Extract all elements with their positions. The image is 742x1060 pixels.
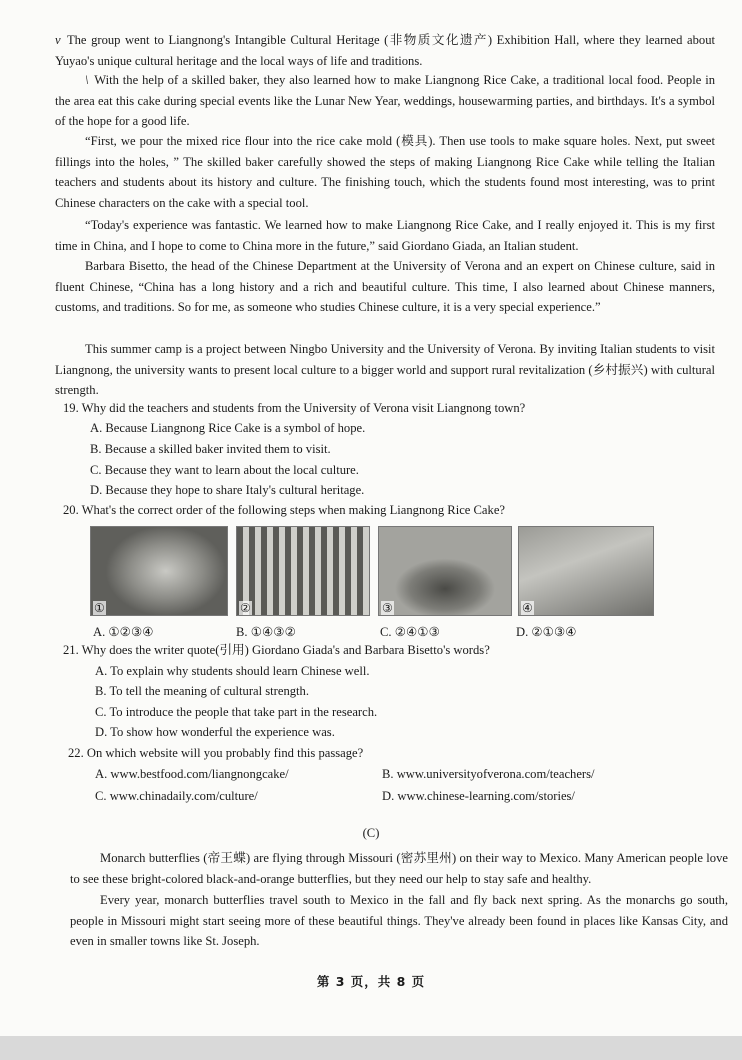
scan-bottom-margin bbox=[0, 1036, 742, 1060]
handwritten-mark: v bbox=[55, 33, 61, 47]
q21-option-c: C. To introduce the people that take part in the research. bbox=[95, 705, 378, 719]
q20-option-c: C. ②④①③ bbox=[380, 625, 440, 639]
q21-option-a: A. To explain why students should learn Chinese well. bbox=[95, 664, 370, 678]
q19-option-a: A. Because Liangnong Rice Cake is a symbol of hope. bbox=[90, 421, 366, 435]
handwritten-mark: \ bbox=[85, 73, 89, 87]
passage-paragraph: “First, we pour the mixed rice flour into the rice cake mold (模具). Then use tools to make square holes. Next, put sweet fillings into the holes, ” The skilled baker carefully showed the steps of making Liangnong Rice Cake while telling the Italian teachers and students about its history and culture. The finishing touch, which the students found most interesting, was to print Chinese characters on the cake with a special tool. bbox=[55, 134, 715, 210]
question-20-stem: 20. What's the correct order of the following steps when making Liangnong Rice Cake? bbox=[63, 503, 505, 517]
q19-option-d: D. Because they hope to share Italy's cultural heritage. bbox=[90, 483, 365, 497]
step-photo-2: ② bbox=[236, 526, 370, 616]
q22-option-a: A. www.bestfood.com/liangnongcake/ bbox=[95, 767, 289, 781]
page-number: 第 3 页，共 8 页 bbox=[316, 974, 426, 989]
q20-option-a: A. ①②③④ bbox=[93, 625, 154, 639]
step-photo-1: ① bbox=[90, 526, 228, 616]
q21-option-b: B. To tell the meaning of cultural strength. bbox=[95, 684, 309, 698]
step-photo-4: ④ bbox=[518, 526, 654, 616]
q19-option-b: B. Because a skilled baker invited them to visit. bbox=[90, 442, 331, 456]
q22-option-c: C. www.chinadaily.com/culture/ bbox=[95, 789, 258, 803]
question-22-stem: 22. On which website will you probably find this passage? bbox=[68, 746, 364, 760]
passage-paragraph: Barbara Bisetto, the head of the Chinese Department at the University of Verona and an expert on Chinese culture, said in fluent Chinese, “China has a long history and a rich and beautiful culture. This time, I also learned about Chinese manners, customs, and traditions. So for me, as someone who studies Chinese culture, it is a very special experience.” bbox=[55, 259, 715, 315]
q21-option-d: D. To show how wonderful the experience was. bbox=[95, 725, 335, 739]
q19-option-c: C. Because they want to learn about the local culture. bbox=[90, 463, 359, 477]
q22-option-b: B. www.universityofverona.com/teachers/ bbox=[382, 767, 595, 781]
question-21-stem: 21. Why does the writer quote(引用) Giordano Giada's and Barbara Bisetto's words? bbox=[63, 643, 490, 657]
passage-paragraph: Every year, monarch butterflies travel south to Mexico in the fall and fly back next spring. As the monarchs go south, people in Missouri might start seeing more of these beautiful things. They've already been found in places like Kansas City, and even in smaller towns like St. Joseph. bbox=[70, 893, 728, 949]
q20-option-b: B. ①④③② bbox=[236, 625, 296, 639]
step-photo-3: ③ bbox=[378, 526, 512, 616]
q22-option-d: D. www.chinese-learning.com/stories/ bbox=[382, 789, 575, 803]
passage-paragraph: This summer camp is a project between Ningbo University and the University of Verona. By inviting Italian students to visit Liangnong, the university wants to present local culture to a bigger world and support rural revitalization (乡村振兴) with cultural strength. bbox=[55, 342, 715, 398]
q20-option-d: D. ②①③④ bbox=[516, 625, 577, 639]
passage-paragraph: “Today's experience was fantastic. We learned how to make Liangnong Rice Cake, and I really enjoyed it. This is my first time in China, and I hope to come to China more in the future,” said Giordano Giada, an Italian student. bbox=[55, 218, 715, 253]
section-heading: (C) bbox=[362, 826, 380, 840]
passage-paragraph: \ With the help of a skilled baker, they also learned how to make Liangnong Rice Cake, a traditional local food. People in the area eat this cake during special events like the Lunar New Year, weddings, housewarming parties, and birthdays. It's a symbol of the hope for a good life. bbox=[55, 73, 715, 129]
passage-paragraph: Monarch butterflies (帝王蝶) are flying through Missouri (密苏里州) on their way to Mexico. Many American people love to see these bright-colored black-and-orange butterflies, but they need our help to stay safe and healthy. bbox=[70, 851, 728, 886]
passage-paragraph: v The group went to Liangnong's Intangible Cultural Heritage (非物质文化遗产) Exhibition Hall, where they learned about Yuyao's unique cultural heritage and the local ways of life and traditions. bbox=[55, 33, 715, 68]
question-19-stem: 19. Why did the teachers and students from the University of Verona visit Liangnong town? bbox=[63, 401, 526, 415]
